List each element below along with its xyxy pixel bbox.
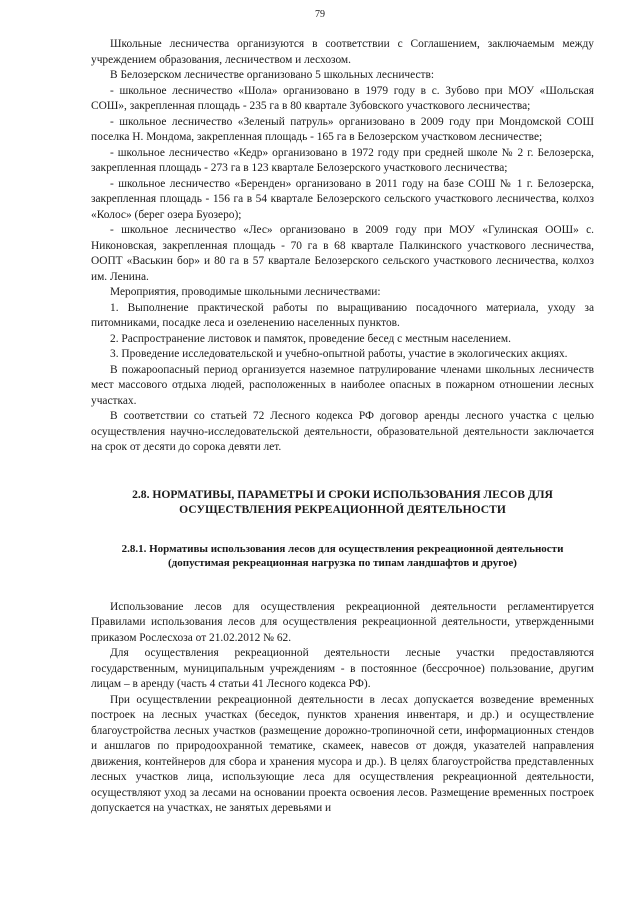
list-item: - школьное лесничество «Зеленый патруль» организовано в 2009 году при Мондомской СОШ поселка Н. Мондома, закрепленная площадь - 165 га в Белозерском участковом лесничестве;	[91, 115, 594, 143]
list-item: - школьное лесничество «Беренден» организовано в 2011 году на базе СОШ № 1 г. Белозерска, закрепленная площадь - 156 га в 54 квартале Белозерского сельского участкового лесничества, колхоз «Колос» (берег озера Буозеро);	[91, 177, 594, 221]
list-item: 2. Распространение листовок и памяток, проведение бесед с местным населением.	[110, 332, 511, 345]
paragraph: В Белозерском лесничестве организовано 5 школьных лесничеств:	[110, 69, 435, 81]
list-item: - школьное лесничество «Лес» организовано в 2009 году при МОУ «Гулинская ООШ» с. Никоновская, закрепленная площадь - 70 га в 68 квартале Палкинского участкового лесничества, ООПТ «Васькин бор» и 80 га в 57 квартале Белозерского сельского участкового лесничества, колхоз им. Ленина.	[91, 224, 594, 283]
list-item: 1. Выполнение практической работы по выращиванию посадочного материала, уходу за питомниками, посадке леса и озеленению населенных пунктов.	[91, 301, 594, 329]
paragraph: В соответствии со статьей 72 Лесного кодекса РФ договор аренды лесного участка с целью осуществления научно-исследовательской деятельности, образовательной деятельности заключается на срок от десяти до сорока девяти лет.	[91, 410, 594, 453]
paragraph: При осуществлении рекреационной деятельности в лесах допускается возведение временных построек на лесных участках (беседок, пунктов хранения инвентаря, и др.) и осуществление благоустройства лесных участков (размещение дорожно-тропиночной сети, информационных стендов и аншлагов по природоохранной тематике, скамеек, навесов от дождя, указателей направления движения, контейнеров для сбора и хранения мусора и др.). В целях благоустройства представленных лесных участков лица, использующие леса для осуществления рекреационной деятельности, осуществляют уход за лесами на основании проекта освоения лесов. Размещение временных построек допускается на участках, не занятых деревьями и	[91, 693, 594, 814]
list-item: 3. Проведение исследовательской и учебно-опытной работы, участие в экологических акциях.	[110, 348, 568, 360]
list-item: - школьное лесничество «Кедр» организовано в 1972 году при средней школе № 2 г. Белозерска, закрепленная площадь - 273 га в 123 квартале Белозерского участкового лесничества;	[91, 146, 594, 174]
paragraph: Мероприятия, проводимые школьными лесничествами:	[110, 286, 381, 298]
paragraph: Использование лесов для осуществления рекреационной деятельности регламентируется Правилами использования лесов для осуществления рекреационной деятельности, утвержденными приказом Рослесхоза от 21.02.2012 № 62.	[91, 600, 594, 644]
paragraph: Для осуществления рекреационной деятельности лесные участки предоставляются государственным, муниципальным учреждениям - в постоянное (бессрочное) пользование, другим лицам – в аренду (часть 4 статьи 41 Лесного кодекса РФ).	[91, 647, 594, 690]
section-heading: 2.8. НОРМАТИВЫ, ПАРАМЕТРЫ И СРОКИ ИСПОЛЬЗОВАНИЯ ЛЕСОВ ДЛЯ ОСУЩЕСТВЛЕНИЯ РЕКРЕАЦИОННОЙ ДЕЯТЕЛЬНОСТИ	[132, 487, 553, 516]
page-number: 79	[315, 9, 325, 20]
subsection-heading: 2.8.1. Нормативы использования лесов для осуществления рекреационной деятельности (допустимая рекреационная нагрузка по типам ландшафтов и другое)	[121, 542, 564, 569]
list-item: - школьное лесничество «Шола» организовано в 1979 году в с. Зубово при МОУ «Шольская СОШ», закрепленная площадь - 235 га в 80 квартале Зубовского участкового лесничества;	[91, 84, 594, 112]
paragraph: Школьные лесничества организуются в соответствии с Соглашением, заключаемым между учреждением образования, лесничеством и лесхозом.	[91, 38, 594, 66]
paragraph: В пожароопасный период организуется наземное патрулирование членами школьных лесничеств мест массового отдыха людей, расположенных в наиболее опасных в пожарном отношении лесных участках.	[91, 363, 594, 407]
page-body	[91, 37, 594, 817]
